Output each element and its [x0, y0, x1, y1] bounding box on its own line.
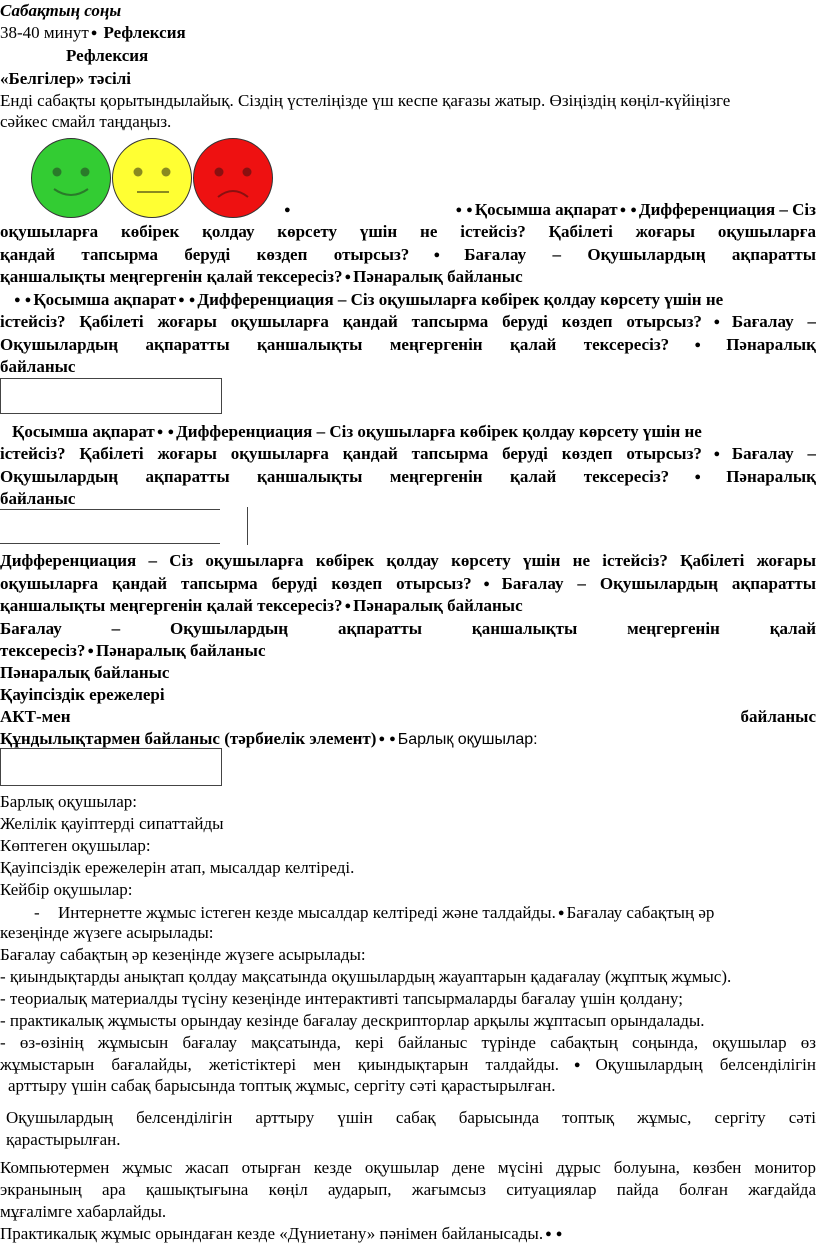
line-part: қаншалықты меңгергенін қалай тексересіз?	[0, 267, 343, 286]
body-line: сәйкес смайл таңдаңыз.	[0, 112, 172, 131]
bullet-icon	[618, 200, 629, 219]
body-line	[0, 573, 816, 595]
body-line: оқушыларға көбірек қолдау көрсету үшін не істейсіз? Қабілеті жоғары оқушыларға	[0, 222, 816, 241]
bullet-icon	[155, 422, 166, 441]
body-line	[0, 1223, 816, 1245]
line-part: АКТ-мен	[0, 707, 71, 726]
body-line: - практикалық жұмысты орындау кезінде бағалау дескрипторлар арқылы жұптасып орындалады.	[0, 1011, 705, 1030]
line-part: қаншалықты меңгергенін қалай тексересіз?	[0, 596, 343, 615]
body-line	[0, 706, 816, 728]
bullet-icon	[543, 1224, 554, 1243]
body-line: - қиындықтарды анықтап қолдау мақсатында оқушылардың жауаптарын қадағалау (жұптық жұмыс).	[0, 967, 732, 986]
body-line: Бағалау сабақтың әр кезеңінде жүзеге асырылады:	[0, 945, 366, 964]
bullet-icon	[12, 290, 23, 309]
line-part: жұмыстарын бағалайды, жетістіктері мен қиындықтарын талдайды.	[0, 1055, 559, 1074]
bullet-icon	[454, 200, 465, 219]
body-line: байланыс	[0, 357, 76, 376]
reflection-label: Рефлексия	[103, 23, 186, 42]
bullet-icon	[343, 267, 354, 286]
body-line: Енді сабақты қорытындылайық. Сіздің үстеліңізде үш кеспе қағазы жатыр. Өзіңіздің көңіл-күйіңізге	[0, 91, 731, 110]
bullet-icon	[702, 444, 732, 463]
line-part: Бағалау –	[731, 312, 816, 331]
extra-info-label: Қосымша ақпарат	[12, 422, 155, 441]
body-line: Кейбір оқушылар:	[0, 880, 133, 899]
line-part: істейсіз? Қабілеті жоғары оқушыларға қандай тапсырма беруді көздеп отырсыз?	[0, 312, 702, 331]
bullet-icon	[464, 200, 475, 219]
table-rule	[0, 543, 220, 544]
line-part: Оқушылардың ақпаратты қаншалықты меңгергенін қалай тексересіз?	[0, 335, 670, 354]
extra-info-label: Қосымша ақпарат	[33, 290, 177, 309]
bullet-icon	[85, 641, 96, 660]
line-part: Бағалау –	[731, 444, 816, 463]
extra-info-label: Қосымша ақпарат	[474, 200, 618, 219]
body-line: арттыру үшін сабақ барысында топтық жұмыс, сергіту сәті қарастырылған.	[8, 1076, 556, 1095]
info-line	[350, 199, 816, 221]
line-part: Пәнаралық байланыс	[353, 596, 523, 615]
time-line	[0, 22, 816, 44]
body-line	[0, 311, 816, 333]
bullet-icon	[669, 335, 726, 354]
line-part: Пәнаралық	[726, 335, 816, 354]
time-text: 38-40 минут	[0, 23, 89, 42]
bullet-icon	[187, 290, 198, 309]
body-line: Барлық оқушылар:	[0, 792, 138, 811]
line-part: байланыс	[740, 707, 816, 726]
neutral-smiley-icon	[112, 138, 192, 218]
bullet-icon	[343, 596, 354, 615]
table-rule	[0, 509, 220, 510]
bullet-icon	[89, 23, 100, 42]
sad-smiley-icon	[193, 138, 273, 218]
line-part: Бағалау – Оқушылардың ақпаратты	[464, 245, 816, 264]
body-line: Қауіпсіздік ережелері	[0, 685, 165, 704]
differentiation-text: Дифференциация – Сіз	[638, 200, 816, 219]
line-part: Дифференциация – Сіз оқушыларға көбірек қолдау көрсету үшін не	[197, 290, 724, 309]
line-part: Құндылықтармен байланыс (тәрбиелік элемент)	[0, 729, 377, 748]
empty-table-cell	[0, 378, 222, 414]
bullet-icon	[409, 245, 464, 264]
body-line: мұғалімге хабарлайды.	[0, 1202, 167, 1221]
line-part: Пәнаралық	[726, 467, 816, 486]
body-line: Желілік қауіптерді сипаттайды	[0, 814, 224, 833]
line-part: тексересіз?	[0, 641, 86, 660]
body-line: Компьютермен жұмыс жасап отырған кезде оқушылар дене мүсіні дұрыс болуына, көзбен монитор	[0, 1158, 816, 1177]
body-line	[0, 466, 816, 488]
info-line	[12, 421, 816, 443]
bullet-icon	[628, 200, 639, 219]
line-part: Барлық оқушылар:	[397, 731, 538, 748]
bullet-icon	[472, 574, 502, 593]
body-line: Дифференциация – Сіз оқушыларға көбірек қолдау көрсету үшін не істейсіз? Қабілеті жоғары	[0, 551, 816, 570]
body-line	[0, 443, 816, 465]
body-line: Бағалау – Оқушылардың ақпаратты қаншалықты меңгергенін қалай	[0, 619, 816, 638]
method-title: «Белгілер» тәсілі	[0, 69, 131, 88]
reflection-heading: Рефлексия	[66, 46, 149, 65]
line-part: істейсіз? Қабілеті жоғары оқушыларға қандай тапсырма беруді көздеп отырсыз?	[0, 444, 702, 463]
line-part: Практикалық жұмыс орындаған кезде «Дүниетану» пәнімен байланысады.	[0, 1224, 544, 1243]
line-part: Бағалау – Оқушылардың ақпаратты	[501, 574, 816, 593]
bullet-icon	[559, 1055, 596, 1074]
body-line	[0, 1054, 816, 1076]
body-line: - өз-өзінің жұмысын бағалау мақсатында, кері байланыс түрінде сабақтың соңында, оқушылар өз	[0, 1033, 816, 1052]
bullet-icon	[556, 903, 567, 922]
bullet-icon	[554, 1224, 565, 1243]
body-line: Көптеген оқушылар:	[0, 836, 151, 855]
bullet-icon	[387, 729, 398, 748]
body-line: Қауіпсіздік ережелерін атап, мысалдар келтіреді.	[0, 858, 355, 877]
line-part: Бағалау сабақтың әр	[566, 903, 715, 922]
line-part: Дифференциация – Сіз оқушыларға көбірек қолдау көрсету үшін не	[176, 422, 702, 441]
body-line: кезеңінде жүзеге асырылады:	[0, 923, 214, 942]
bullet-icon	[282, 199, 293, 221]
body-line	[0, 266, 816, 288]
body-line: байланыс	[0, 489, 76, 508]
line-part: Оқушылардың белсенділігін	[595, 1055, 816, 1074]
bullet-icon	[702, 312, 732, 331]
body-line	[0, 244, 816, 266]
body-line: - теориалық материалды түсіну кезеңінде интерактивті тапсырмаларды бағалау үшін қолдану;	[0, 989, 683, 1008]
line-part: Пәнаралық байланыс	[353, 267, 523, 286]
bullet-icon	[176, 290, 187, 309]
dash: -	[34, 903, 40, 922]
line-part: оқушыларға қандай тапсырма беруді көздеп отырсыз?	[0, 574, 472, 593]
body-line	[0, 595, 816, 617]
list-item	[34, 902, 816, 924]
body-line: экранының ара қашықтығына көңіл аударып, жағымсыз ситуациялар пайда болған жағдайда	[0, 1180, 816, 1199]
empty-table-cell	[0, 748, 222, 786]
table-rule	[247, 507, 248, 545]
line-part: Оқушылардың ақпаратты қаншалықты меңгергенін қалай тексересіз?	[0, 467, 670, 486]
section-title: Сабақтың соңы	[0, 1, 122, 20]
bullet-icon	[376, 729, 387, 748]
bullet-icon	[165, 422, 176, 441]
body-line: Пәнаралық байланыс	[0, 663, 170, 682]
info-line	[12, 289, 816, 311]
body-line: қарастырылған.	[6, 1130, 121, 1149]
body-line	[0, 334, 816, 356]
body-line	[0, 640, 816, 662]
line-part: Интернетте жұмыс істеген кезде мысалдар келтіреді және талдайды.	[58, 903, 556, 922]
bullet-icon	[669, 467, 726, 486]
bullet-icon	[23, 290, 34, 309]
body-line: Оқушылардың белсенділігін арттыру үшін сабақ барысында топтық жұмыс, сергіту сәті	[6, 1108, 816, 1127]
line-part: Пәнаралық байланыс	[96, 641, 266, 660]
line-part: қандай тапсырма беруді көздеп отырсыз?	[0, 245, 410, 264]
happy-smiley-icon	[31, 138, 111, 218]
